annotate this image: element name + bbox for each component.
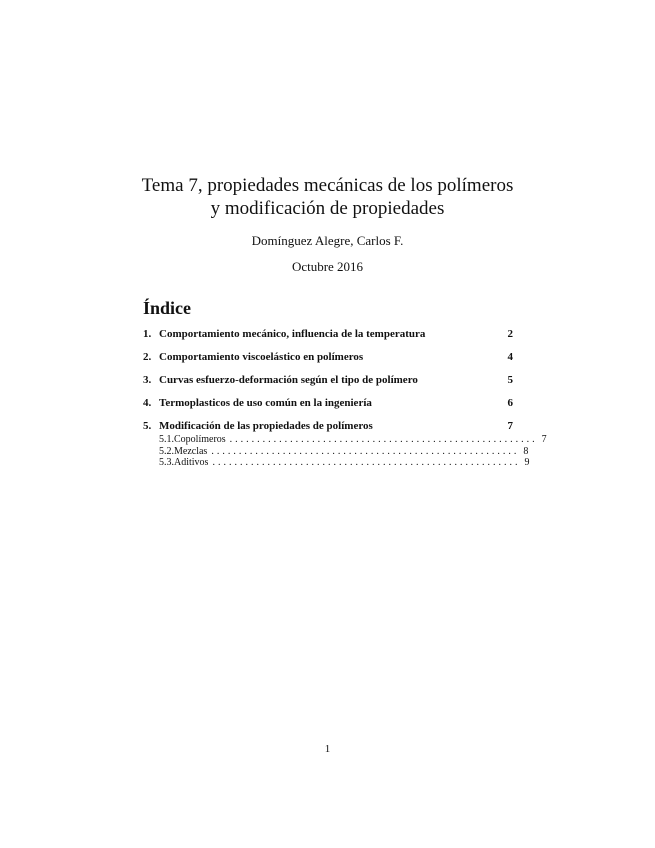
section-title: Comportamiento viscoelástico en polímeros (159, 351, 364, 363)
toc-section-3[interactable] (143, 374, 513, 388)
date: Octubre 2016 (291, 259, 364, 274)
title-line-2: y modificación de propiedades (210, 198, 445, 219)
toc-subsection-5-1[interactable] (143, 434, 547, 446)
section-number: 2. (143, 351, 152, 363)
toc-section-2[interactable] (143, 351, 513, 365)
subsection-number: 5.3. (159, 457, 174, 468)
section-title: Comportamiento mecánico, influencia de la temperatura (159, 328, 426, 340)
subsection-page: 8 (523, 445, 529, 457)
subsection-number: 5.2. (159, 445, 174, 457)
toc-section-4[interactable] (143, 397, 513, 411)
page-number: 1 (324, 743, 331, 755)
author: Domínguez Alegre, Carlos F. (251, 233, 404, 248)
subsection-title: Copolímeros (174, 434, 226, 445)
subsection-title: Mezclas (174, 445, 208, 457)
title-line-1: Tema 7, propiedades mecánicas de los polímeros (141, 175, 514, 196)
document-title (0, 174, 655, 220)
subsection-page: 9 (524, 457, 530, 468)
section-page: 6 (507, 397, 513, 409)
section-page: 7 (507, 420, 513, 432)
section-page: 5 (507, 374, 513, 386)
subsection-title: Aditivos (174, 457, 209, 468)
section-page: 2 (507, 328, 513, 340)
section-title: Termoplasticos de uso común en la ingeniería (159, 397, 372, 409)
dot-leader: ........................................................ (211, 445, 520, 457)
section-number: 3. (143, 374, 152, 386)
toc-subsection-5-3[interactable] (143, 457, 530, 469)
subsection-page: 7 (541, 434, 547, 445)
section-title: Modificación de las propiedades de polímeros (159, 420, 373, 432)
subsection-number: 5.1. (159, 434, 174, 445)
dot-leader: ........................................................ (229, 434, 538, 445)
toc-subsection-5-2[interactable] (143, 445, 529, 458)
section-number: 1. (143, 328, 152, 340)
toc-section-1[interactable] (143, 328, 513, 342)
section-title: Curvas esfuerzo-deformación según el tipo de polímero (159, 374, 418, 386)
toc-heading: Índice (143, 298, 192, 318)
section-number: 5. (143, 420, 152, 432)
toc-section-5[interactable] (143, 420, 513, 434)
table-of-contents (143, 328, 547, 469)
dot-leader: ........................................................ (212, 457, 521, 468)
section-page: 4 (507, 351, 513, 363)
section-number: 4. (143, 397, 152, 409)
